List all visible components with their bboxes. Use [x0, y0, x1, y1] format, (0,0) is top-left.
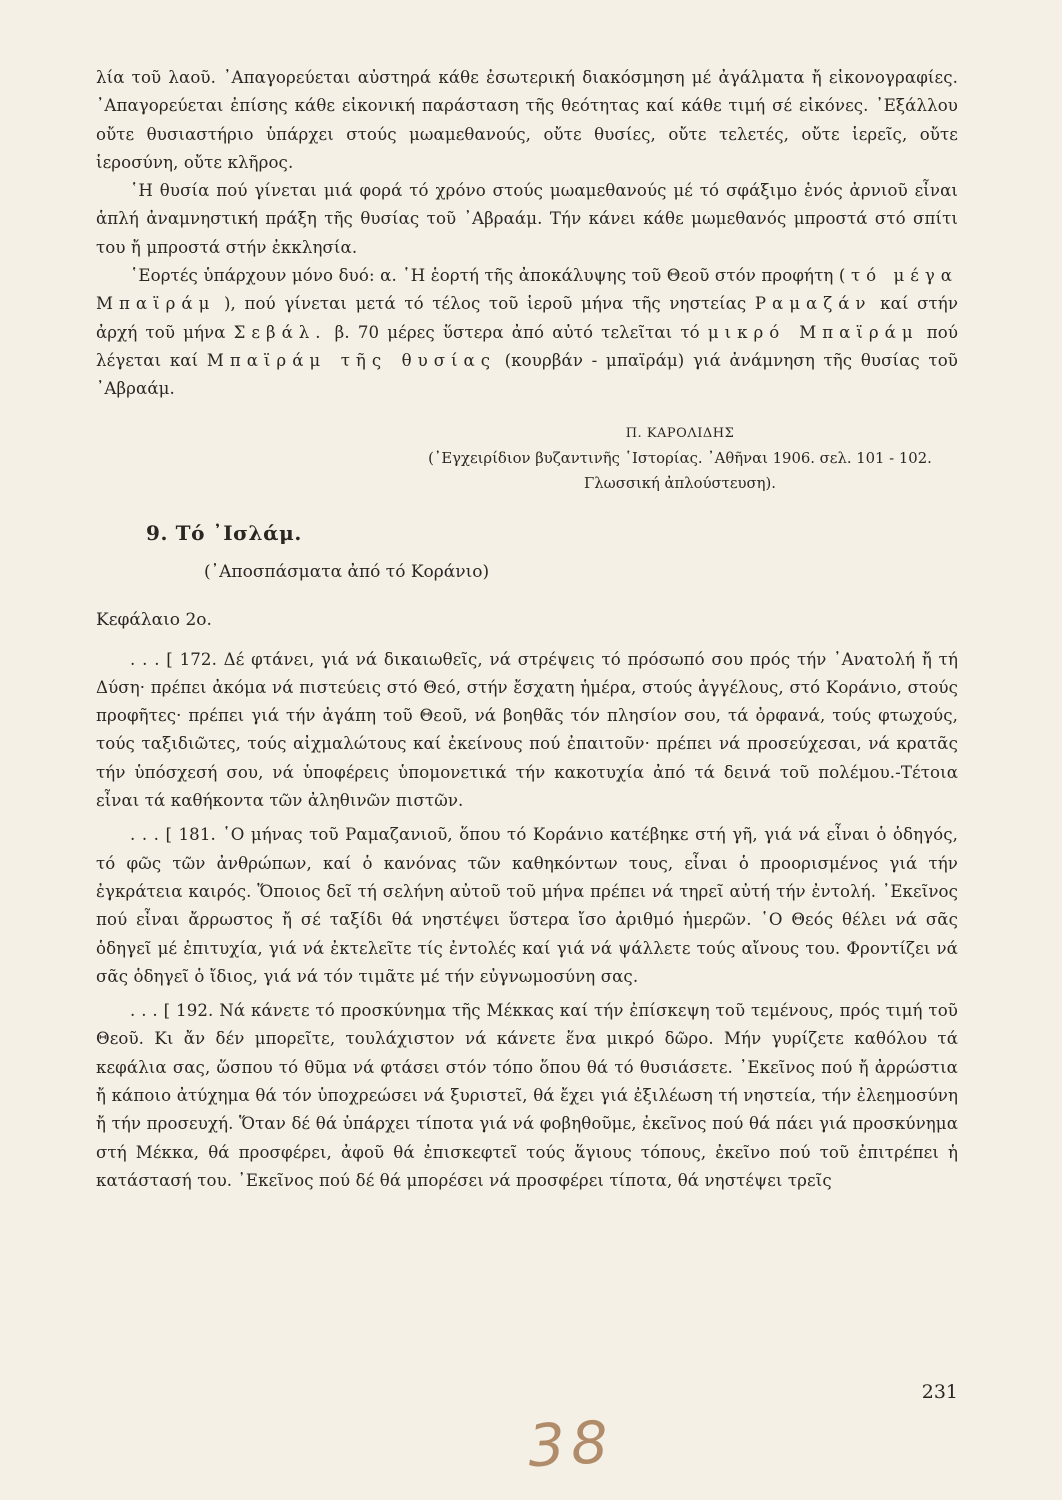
text-segment: πού λέγεται καί	[96, 322, 959, 370]
intro-paragraph-1: λία τοῦ λαοῦ. ᾿Απαγορεύεται αὐστηρά κάθε ἐσωτερική διακόσμηση μέ ἀγάλματα ἤ εἰκονογραφίες. ᾿Απαγορεύεται ἐπίσης κάθε εἰκονική παράσταση τῆς θεότητας καί κάθε τιμή σέ εἰκόνες. ᾿Εξάλλου οὔτε θυσιαστήριο ὑπάρχει στούς μωαμεθανούς, οὔτε θυσίες, οὔτε τελετές, οὔτε ἱερεῖς, οὔτε ἱεροσύνη, οὔτε κλῆρος.	[96, 68, 958, 172]
section-subheading: (᾿Αποσπάσματα ἀπό τό Κοράνιο)	[204, 561, 490, 582]
page-number: 231	[921, 1381, 958, 1403]
text-segment: καί στήν ἀρχή τοῦ μήνα	[96, 294, 959, 342]
citation-source: (᾿Εγχειρίδιον βυζαντινῆς ῾Ιστορίας. ᾿Αθῆναι 1906. σελ. 101 - 102.	[428, 449, 932, 467]
intro-paragraph-2: ῾Η θυσία πού γίνεται μιά φορά τό χρόνο στούς μωαμεθανούς μέ τό σφάξιμο ἑνός ἀρνιοῦ εἶναι ἁπλή ἀναμνηστική πράξη τῆς θυσίας τοῦ ᾿Αβραάμ. Τήν κάνει κάθε μωμεθανός μπροστά στό σπίτι του ἤ μπροστά στήν ἐκκλησία.	[96, 181, 958, 257]
verse-192: . . . [ 192. Νά κάνετε τό προσκύνημα τῆς Μέκκας καί τήν ἐπίσκεψη τοῦ τεμένους, πρός τιμή τοῦ Θεοῦ. Κι ἄν δέν μπορεῖτε, τουλάχιστον νά κάνετε ἕνα μικρό δῶρο. Μήν γυρίζετε καθόλου τά κεφάλια σας, ὥσπου τό θῦμα νά φτάσει στόν τόπο ὅπου θά τό θυσιάσετε. ᾿Εκεῖνος πού ἤ ἀρρώστια ἤ κάποιο ἀτύχημα θά τόν ὑποχρεώσει νά ξυριστεῖ, θά ἔχει γιά ἐξιλέωση τή νηστεία, τήν ἐλεημοσύνη ἤ τήν προσευχή. Ὅταν δέ θά ὑπάρχει τίποτα γιά νά φοβηθοῦμε, ἐκεῖνος πού θά πάει γιά προσκύνημα στή Μέκκα, θά προσφέρει, ἀφοῦ θά ἐπισκεφτεῖ τούς ἅγιους τόπους, ἐκεῖνο πού τοῦ ἐπιτρέπει ἡ κατάστασή του. ᾿Εκεῖνος πού δέ θά μπορέσει νά προσφέρει τίποτα, θά νηστέψει τρεῖς	[96, 1001, 958, 1190]
spaced-term: Ραμαζάν	[754, 294, 872, 314]
handwritten-number: 38	[526, 1407, 616, 1481]
citation-note: Γλωσσική ἀπλούστευση).	[584, 474, 776, 492]
text-segment: ), πού γίνεται μετά τό τέλος τοῦ ἱεροῦ μήνα τῆς νηστείας	[223, 294, 747, 314]
section-heading: 9. Τό ᾿Ισλάμ.	[146, 520, 302, 545]
spaced-term: Σεβάλ.	[233, 322, 327, 342]
chapter-label: Κεφάλαιο 2ο.	[96, 609, 212, 630]
text-segment: (κουρβάν - μπαϊράμ) γιά ἀνάμνηση τῆς θυσίας τοῦ ᾿Αβραάμ.	[96, 350, 958, 399]
citation	[402, 421, 958, 496]
intro-paragraph-3	[96, 262, 958, 403]
spaced-term: μικρό Μπαϊράμ	[707, 322, 919, 342]
page-body	[96, 64, 958, 1195]
verse-181: . . . [ 181. ῾Ο μήνας τοῦ Ραμαζανιοῦ, ὅπου τό Κοράνιο κατέβηκε στή γῆ, γιά νά εἶναι ὁ ὁδηγός, τό φῶς τῶν ἀνθρώπων, καί ὁ κανόνας τῶν καθηκόντων τους, εἶναι ὁ προορισμένος γιά τήν ἐγκράτεια καιρός. Ὅποιος δεῖ τή σελήνη αὐτοῦ τοῦ μήνα πρέπει νά τηρεῖ αὐτή τήν ἐντολή. ᾿Εκεῖνος πού εἶναι ἄρρωστος ἤ σέ ταξίδι θά νηστέψει ὕστερα ἴσο ἀριθμό ἡμερῶν. ῾Ο Θεός θέλει νά σᾶς ὁδηγεῖ μέ ἐπιτυχία, γιά νά ἐκτελεῖτε τίς ἐντολές καί γιά νά ψάλλετε τούς αἴνους του. Φροντίζει νά σᾶς ὁδηγεῖ ὁ ἴδιος, γιά νά τόν τιμᾶτε μέ τήν εὐγνωμοσύνη σας.	[96, 825, 958, 986]
verse-172: . . . [ 172. Δέ φτάνει, γιά νά δικαιωθεῖς, νά στρέψεις τό πρόσωπό σου πρός τήν ᾿Ανατολή ἤ τή Δύση· πρέπει ἀκόμα νά πιστεύεις στό Θεό, στήν ἔσχατη ἡμέρα, στούς ἀγγέλους, στό Κοράνιο, στούς προφῆτες· πρέπει γιά τήν ἀγάπη τοῦ Θεοῦ, νά βοηθᾶς τόν πλησίον σου, τά ὀρφανά, τούς φτωχούς, τούς ταξιδιῶτες, τούς αἰχμαλώτους καί ἐκείνους πού ἐπαιτοῦν· πρέπει νά προσεύχεσαι, νά κρατᾶς τήν ὑπόσχεσή σου, νά ὑποφέρεις ὑπομονετικά τήν κακοτυχία ἀπό τά δεινά τοῦ πολέμου.-Τέτοια εἶναι τά καθήκοντα τῶν ἀληθινῶν πιστῶν.	[96, 649, 958, 811]
spaced-term: τό μέγα Μπαϊράμ	[96, 266, 959, 314]
citation-author: Π. ΚΑΡΟΛΙΔΗΣ	[625, 425, 735, 441]
text-segment: β. 70 μέρες ὕστερα ἀπό αὐτό τελεῖται τό	[334, 322, 700, 342]
text-segment: ῾Εορτές ὑπάρχουν μόνο δυό: α. ῾Η ἑορτή τῆς ἀποκάλυψης τοῦ Θεοῦ στόν προφήτη (	[130, 266, 846, 286]
spaced-term: Μπαϊράμ τῆς θυσίας	[206, 350, 497, 370]
